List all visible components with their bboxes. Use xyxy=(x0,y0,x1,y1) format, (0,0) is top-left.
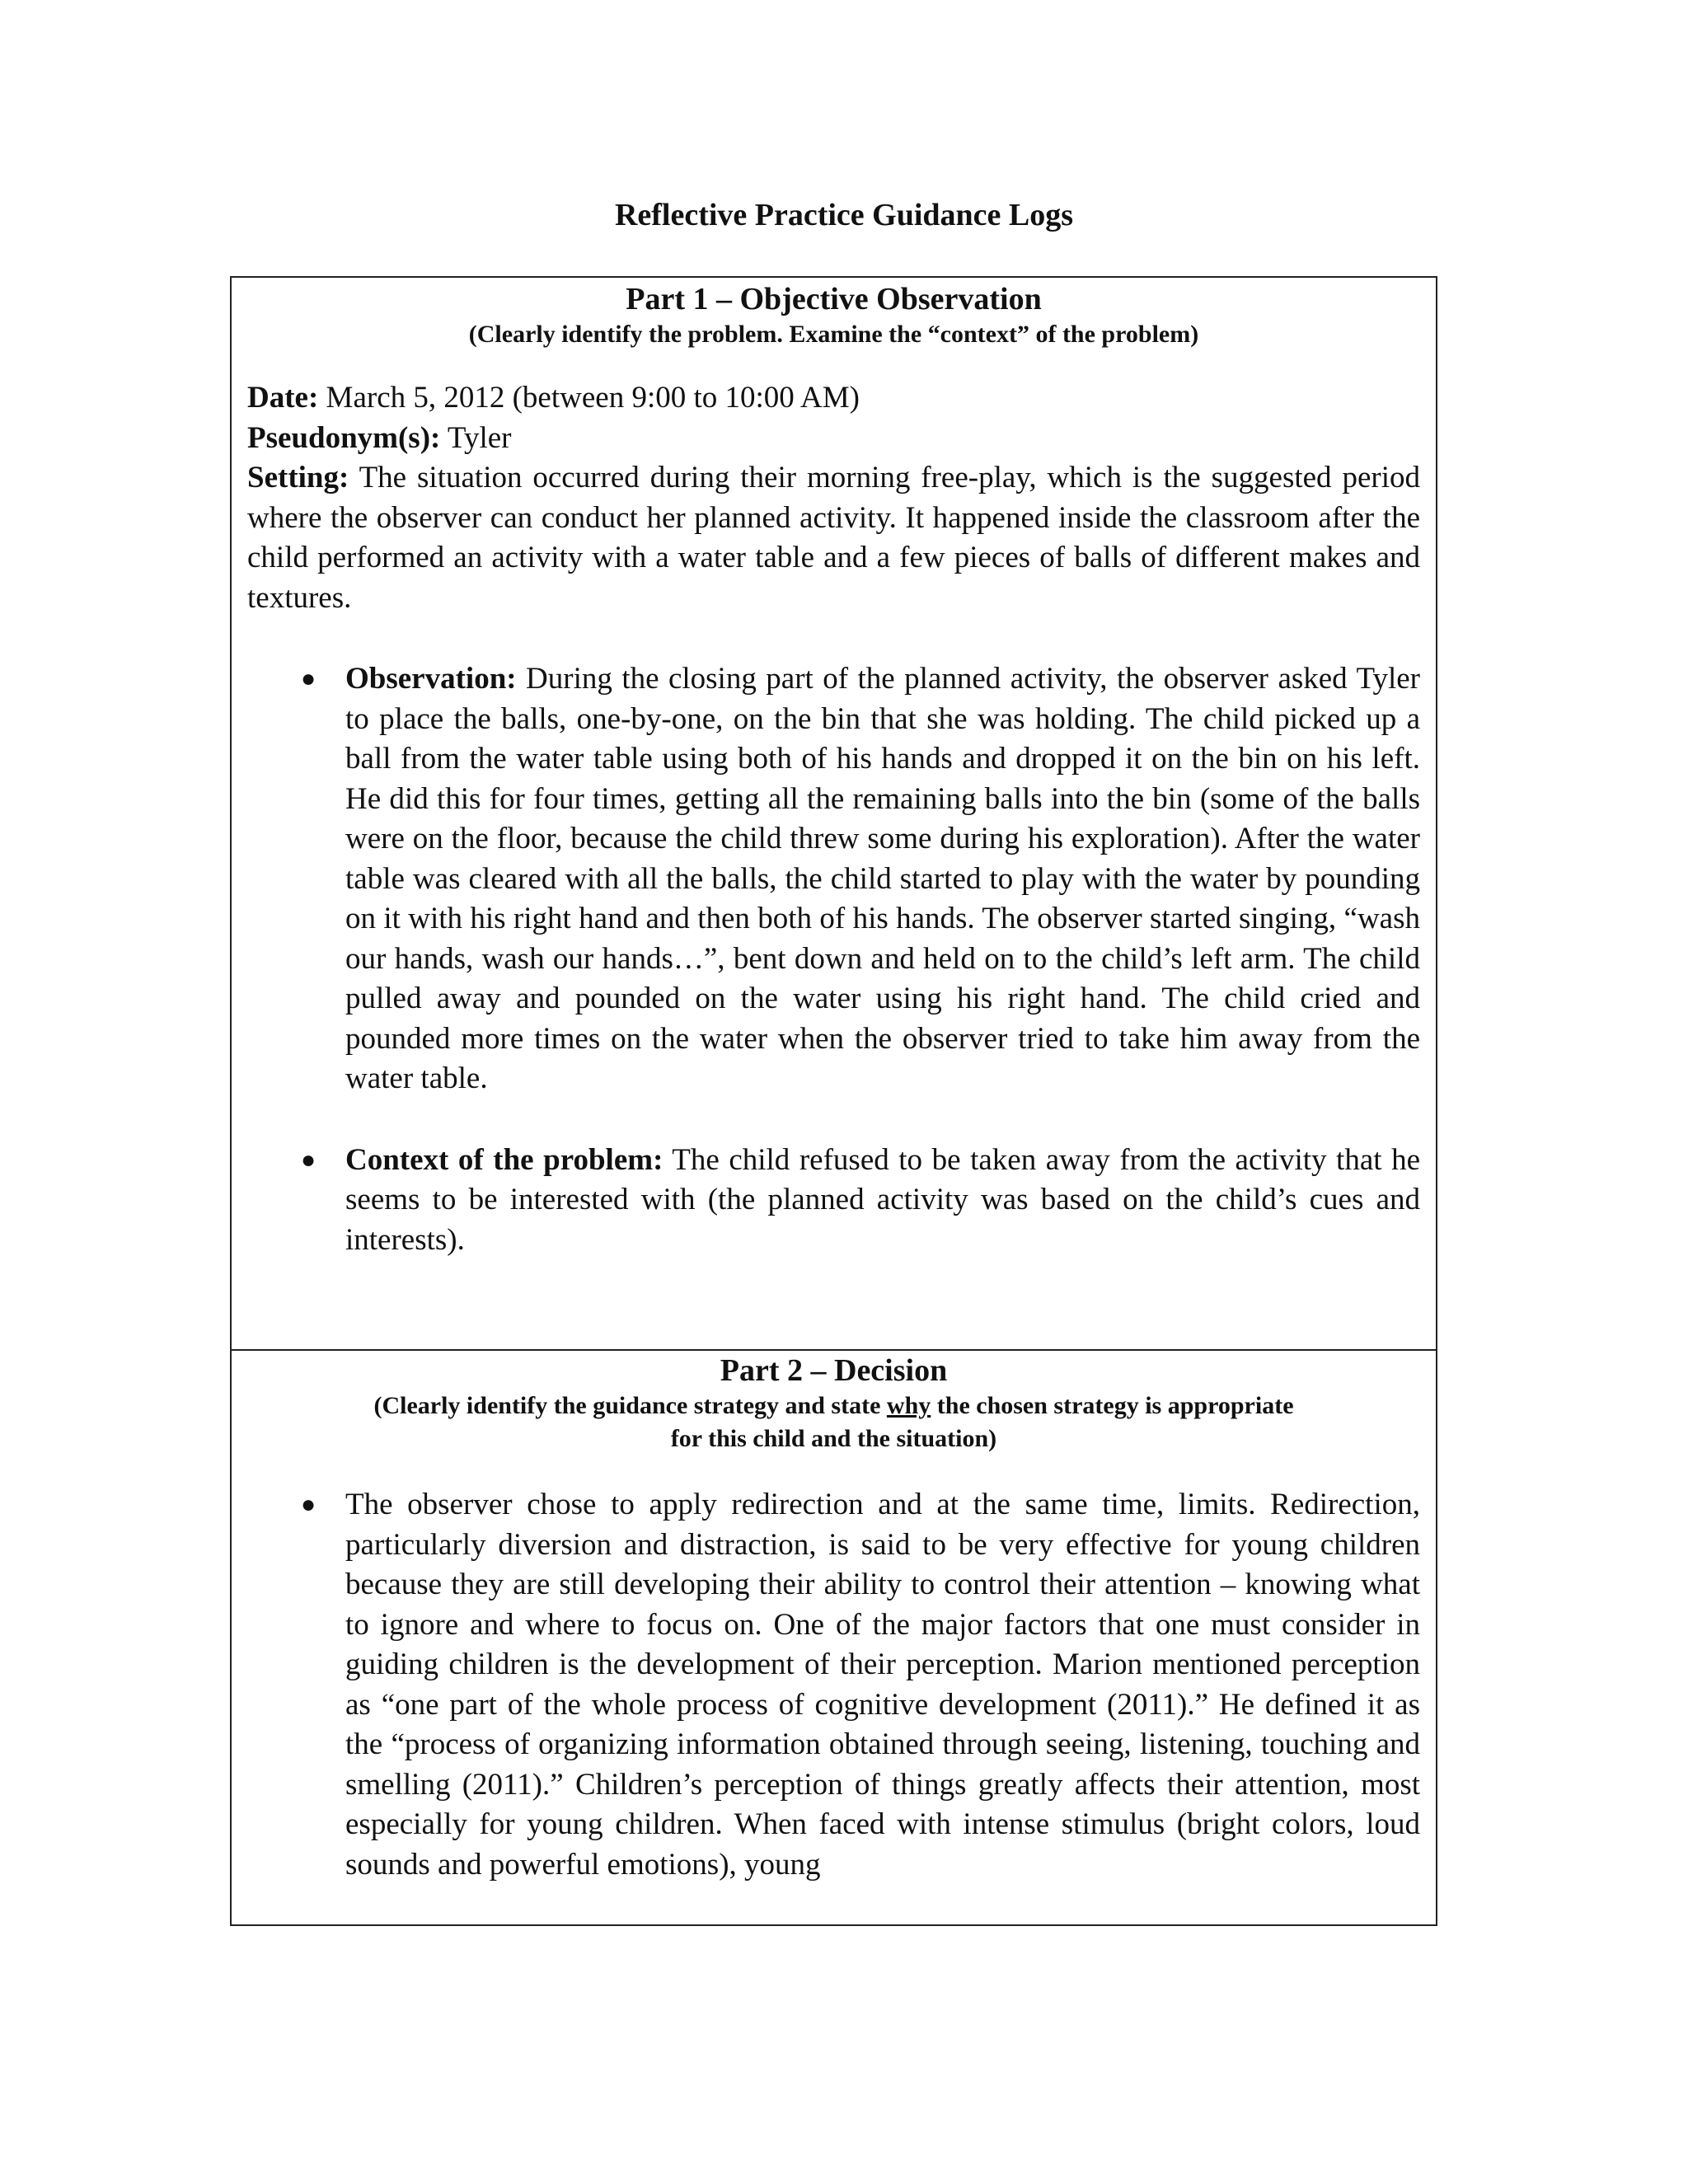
part1-fields xyxy=(247,378,1420,618)
decision-text: The observer chose to apply redirection and at the same time, limits. Redirection, particularly diversion and distraction, is said to be very effective for young children because they are still developing their ability to control their attention – knowing what to ignore and where to focus on. One of the major factors that one must consider in guiding children is the development of their perception. Marion mentioned perception as “one part of the whole process of cognitive development (2011).” He defined it as the “process of organizing information obtained through seeing, listening, touching and smelling (2011).” Children’s perception of things greatly affects their attention, most especially for young children. When faced with intense stimulus (bright colors, loud sounds and powerful emotions), young xyxy=(345,1488,1420,1882)
context-item xyxy=(247,1141,1420,1261)
decision-item xyxy=(247,1485,1420,1885)
part2-instruction-start: (Clearly identify the guidance strategy and state xyxy=(373,1392,887,1419)
date-line xyxy=(247,378,1420,419)
part2-cell xyxy=(232,1351,1436,1924)
date-label: Date: xyxy=(247,381,319,415)
setting-line xyxy=(247,458,1420,618)
observation-item xyxy=(247,659,1420,1099)
part2-instruction-emphasis: why xyxy=(886,1392,931,1419)
part2-bullet-list xyxy=(247,1485,1420,1885)
pseudonym-value: Tyler xyxy=(440,420,512,455)
observation-label: Observation: xyxy=(345,662,517,696)
setting-label: Setting: xyxy=(247,461,349,494)
document-title: Reflective Practice Guidance Logs xyxy=(614,198,1074,232)
bullet-icon: ● xyxy=(301,1146,316,1174)
setting-value: The situation occurred during their morning free-play, which is the suggested period where the observer can conduct her planned activity. It happened inside the classroom after the child performed an activity with a water table and a few pieces of balls of different makes and textures. xyxy=(247,461,1420,615)
part1-bullet-list xyxy=(247,659,1420,1260)
part1-cell xyxy=(232,278,1436,1351)
part2-instruction-end: the chosen strategy is appropriate xyxy=(931,1392,1294,1419)
part2-instruction-line2: for this child and the situation) xyxy=(670,1425,997,1452)
guidance-log-table xyxy=(230,276,1437,1926)
pseudonym-label: Pseudonym(s): xyxy=(247,420,441,455)
part1-heading: Part 1 – Objective Observation xyxy=(626,282,1042,316)
bullet-icon: ● xyxy=(301,1491,316,1518)
part2-heading: Part 2 – Decision xyxy=(720,1353,948,1388)
bullet-icon: ● xyxy=(301,665,316,692)
observation-text: During the closing part of the planned activity, the observer asked Tyler to place the balls, one-by-one, on the bin that she was holding. The child picked up a ball from the water table using both of his hands and dropped it on the bin on his left. He did this for four times, getting all the remaining balls into the bin (some of the balls were on the floor, because the child threw some during his exploration). After the water table was cleared with all the balls, the child started to play with the water by pounding on it with his right hand and then both of his hands. The observer started singing, “wash our hands, wash our hands…”, bent down and held on to the child’s left arm. The child pulled away and pounded on the water using his right hand. The child cried and pounded more times on the water when the observer tried to take him away from the water table. xyxy=(345,662,1420,1095)
date-value: March 5, 2012 (between 9:00 to 10:00 AM) xyxy=(318,381,860,415)
context-label: Context of the problem: xyxy=(345,1142,663,1177)
part1-instruction: (Clearly identify the problem. Examine the “context” of the problem) xyxy=(468,321,1199,348)
part2-instruction xyxy=(247,1390,1420,1422)
context-text: The child refused to be taken away from the activity that he seems to be interested with (the planned activity was based on the child’s cues and interests). xyxy=(345,1142,1420,1257)
pseudonym-line xyxy=(247,419,1420,459)
